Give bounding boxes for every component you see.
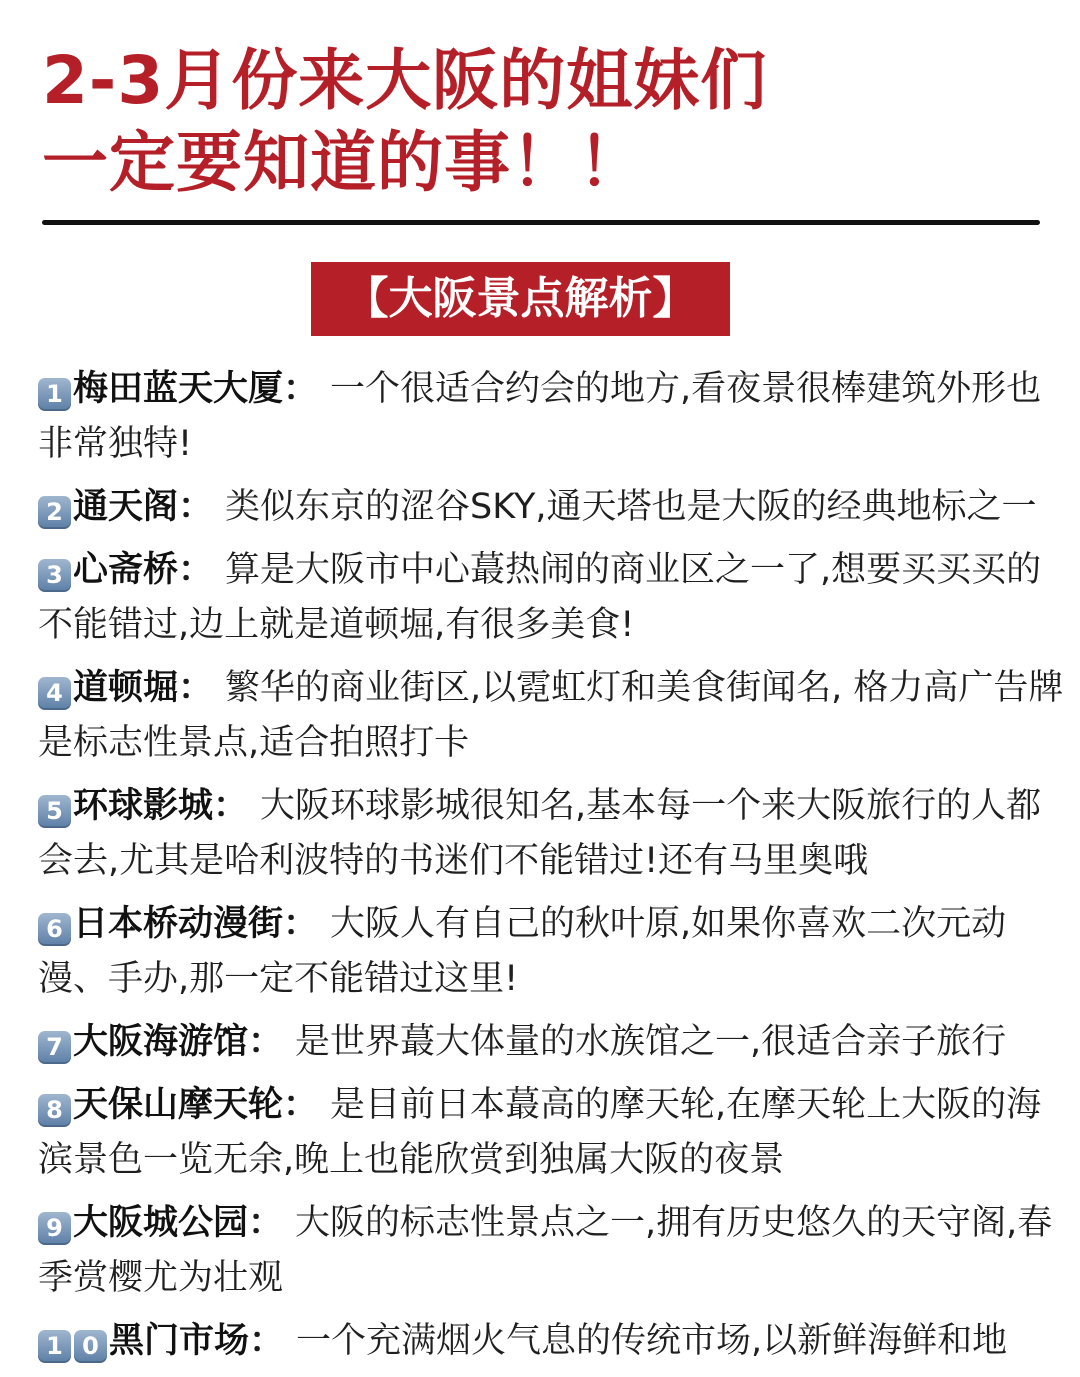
number-keycap-icon xyxy=(38,496,71,529)
attraction-description: 是目前日本蕞高的摩天轮,在摩天轮上大阪的海滨景色一览无余,晚上也能欣赏到独属大阪的夜景 xyxy=(38,1085,1042,1180)
name-colon: ： xyxy=(283,1085,319,1125)
keycap-digit: 5 xyxy=(38,795,71,828)
attraction-name: 黑门市场 xyxy=(109,1321,250,1361)
attraction-name: 大阪城公园 xyxy=(73,1203,249,1243)
attraction-name: 天保山摩天轮 xyxy=(73,1085,284,1125)
keycap-digit: 3 xyxy=(38,559,71,592)
list-item xyxy=(38,543,1068,653)
keycap-digit: 8 xyxy=(38,1094,71,1127)
list-item xyxy=(38,779,1068,889)
divider xyxy=(42,220,1040,225)
keycap-digit: 0 xyxy=(74,1330,107,1363)
number-keycap-icon xyxy=(38,677,71,710)
name-colon: ： xyxy=(178,487,214,527)
keycap-digit: 7 xyxy=(38,1031,71,1064)
name-colon: ： xyxy=(283,369,319,409)
title-line-1: 2-3月份来大阪的姐妹们 xyxy=(42,42,768,119)
name-colon: ： xyxy=(249,1321,285,1361)
list-item xyxy=(38,1078,1068,1188)
attraction-description: 大阪环球影城很知名,基本每一个来大阪旅行的人都会去,尤其是哈利波特的书迷们不能错过!还有马里奥哦 xyxy=(38,786,1042,881)
attraction-name: 大阪海游馆 xyxy=(73,1022,249,1062)
keycap-digit: 4 xyxy=(38,677,71,710)
attraction-description: 繁华的商业街区,以霓虹灯和美食街闻名, 格力高广告牌是标志性景点,适合拍照打卡 xyxy=(38,668,1064,763)
attraction-name: 环球影城 xyxy=(73,786,214,826)
number-keycap-icon xyxy=(38,1212,71,1245)
attraction-name: 梅田蓝天大厦 xyxy=(73,369,284,409)
attraction-description: 一个充满烟火气息的传统市场,以新鲜海鲜和地 xyxy=(296,1321,1008,1361)
attraction-name: 心斋桥 xyxy=(73,550,179,590)
section-banner: 【大阪景点解析】 xyxy=(311,262,730,336)
keycap-digit: 2 xyxy=(38,496,71,529)
number-keycap-icon xyxy=(38,378,71,411)
attraction-description: 大阪的标志性景点之一,拥有历史悠久的天守阁,春季赏樱尤为壮观 xyxy=(38,1203,1053,1298)
number-keycap-icon xyxy=(38,913,71,946)
number-keycap-icon xyxy=(38,1330,107,1363)
keycap-digit: 6 xyxy=(38,913,71,946)
attraction-name: 日本桥动漫街 xyxy=(73,904,284,944)
page-title xyxy=(42,40,1042,204)
number-keycap-icon xyxy=(38,559,71,592)
attraction-name: 道顿堀 xyxy=(73,668,179,708)
name-colon: ： xyxy=(178,550,214,590)
list-item xyxy=(38,1196,1068,1306)
number-keycap-icon xyxy=(38,1094,71,1127)
attraction-description: 是世界蕞大体量的水族馆之一,很适合亲子旅行 xyxy=(295,1022,1007,1062)
list-item xyxy=(38,1015,1068,1070)
number-keycap-icon xyxy=(38,795,71,828)
list-item xyxy=(38,897,1068,1007)
list-item xyxy=(38,362,1068,472)
name-colon: ： xyxy=(248,1203,284,1243)
name-colon: ： xyxy=(178,668,214,708)
name-colon: ： xyxy=(283,904,319,944)
list-item xyxy=(38,480,1068,535)
name-colon: ： xyxy=(213,786,249,826)
keycap-digit: 1 xyxy=(38,1330,71,1363)
title-line-2: 一定要知道的事！！ xyxy=(42,124,645,201)
attraction-list xyxy=(38,362,1068,1377)
attraction-description: 一个很适合约会的地方,看夜景很棒建筑外形也非常独特! xyxy=(38,369,1042,464)
number-keycap-icon xyxy=(38,1031,71,1064)
list-item xyxy=(38,661,1068,771)
attraction-description: 类似东京的涩谷SKY,通天塔也是大阪的经典地标之一 xyxy=(225,487,1037,527)
keycap-digit: 9 xyxy=(38,1212,71,1245)
name-colon: ： xyxy=(248,1022,284,1062)
keycap-digit: 1 xyxy=(38,378,71,411)
attraction-name: 通天阁 xyxy=(73,487,179,527)
attraction-description: 算是大阪市中心蕞热闹的商业区之一了,想要买买买的不能错过,边上就是道顿堀,有很多美食! xyxy=(38,550,1042,645)
attraction-description: 大阪人有自己的秋叶原,如果你喜欢二次元动漫、手办,那一定不能错过这里! xyxy=(38,904,1007,999)
